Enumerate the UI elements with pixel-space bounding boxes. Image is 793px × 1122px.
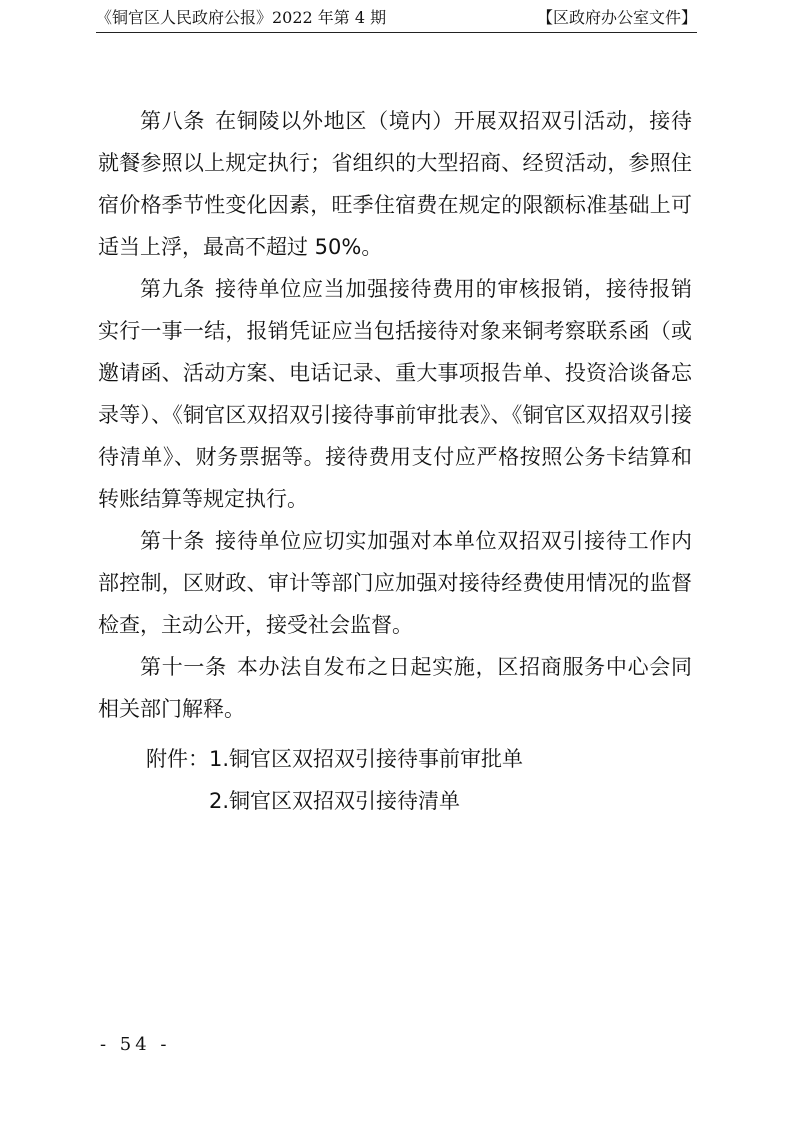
article-text: 在铜陵以外地区（境内）开展双招双引活动，接待就餐参照以上规定执行；省组织的大型招商、经贸活动，参照住宿价格季节性变化因素，旺季住宿费在规定的限额标准基础上可适当上浮，最高不超过 50%。 — [98, 109, 692, 259]
attachment-title: 2.铜官区双招双引接待清单 — [209, 789, 461, 813]
article-label: 第八条 — [140, 109, 206, 133]
attachment-title: 1.铜官区双招双引接待事前审批单 — [209, 747, 524, 771]
header-section-label: 【区政府办公室文件】 — [536, 8, 697, 27]
page-number: - 54 - — [100, 1034, 171, 1055]
article-10 — [98, 520, 692, 646]
article-8 — [98, 100, 692, 268]
header-publication-title: 《铜官区人民政府公报》2022 年第 4 期 — [96, 8, 387, 27]
header-divider — [96, 32, 697, 33]
document-body — [98, 100, 692, 730]
article-text: 本办法自发布之日起实施，区招商服务中心会同相关部门解释。 — [98, 655, 693, 721]
article-label: 第九条 — [140, 277, 206, 301]
attachments-prefix: 附件： — [146, 747, 209, 771]
article-9 — [98, 268, 692, 520]
article-text: 接待单位应当加强接待费用的审核报销，接待报销实行一事一结，报销凭证应当包括接待对象来铜考察联系函（或邀请函、活动方案、电话记录、重大事项报告单、投资洽谈备忘录等）、《铜官区双招双引接待事前审批表》、《铜官区双招双引接待清单》、财务票据等。接待费用支付应严格按照公务卡结算和转账结算等规定执行。 — [98, 277, 692, 511]
attachment-item-1 — [146, 738, 523, 780]
article-text: 接待单位应切实加强对本单位双招双引接待工作内部控制，区财政、审计等部门应加强对接待经费使用情况的监督检查，主动公开，接受社会监督。 — [98, 529, 692, 637]
article-11 — [98, 646, 692, 730]
attachment-item-2 — [146, 780, 523, 822]
article-label: 第十条 — [140, 529, 206, 553]
article-label: 第十一条 — [140, 655, 227, 679]
attachments-list — [146, 738, 523, 822]
page-header — [96, 6, 697, 30]
